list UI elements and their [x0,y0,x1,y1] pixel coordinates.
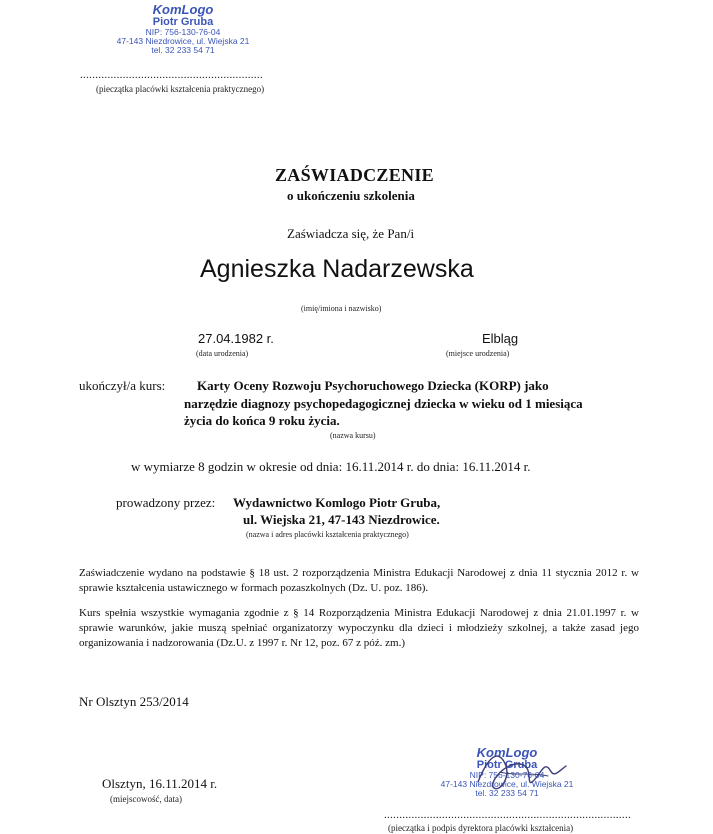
person-name-caption: (imię/imiona i nazwisko) [301,304,382,313]
stamp-nip: NIP: 756-130-76-04 [145,27,221,38]
legal-basis-paragraph: Zaświadczenie wydano na podstawie § 18 ust. 2 rozporządzenia Ministra Edukacji Narodowej z dnia 11 stycznia 2012 r. w sprawie kształcenia ustawicznego w formach pozaszkolnych (Dz. U. poz. 186). [79,567,639,594]
director-signature-icon [470,742,580,808]
provider-line2: ul. Wiejska 21, 47-143 Niezdrowice. [243,512,440,527]
place-date: Olsztyn, 16.11.2014 r. [102,776,218,791]
birth-place: Elbląg [482,331,519,346]
birth-place-caption: (miejsce urodzenia) [446,349,510,358]
document-title: ZAŚWIADCZENIE [275,165,434,185]
provider-line1: Wydawnictwo Komlogo Piotr Gruba, [233,495,441,510]
document-intro: Zaświadcza się, że Pan/i [287,226,415,241]
top-stamp [108,3,258,55]
top-signature-caption: (pieczątka placówki kształcenia praktycznego) [96,84,265,94]
course-prefix: ukończył/a kurs: [79,378,166,393]
stamp-owner: Piotr Gruba [152,15,214,28]
stamp-brand: KomLogo [152,2,214,17]
registry-number: Nr Olsztyn 253/2014 [79,694,189,709]
provider-prefix: prowadzony przez: [116,495,216,510]
bottom-signature-dots: ................................................................................. [384,809,632,821]
document-subtitle: o ukończeniu szkolenia [287,188,415,203]
stamp-address: 47-143 Niezdrowice, ul. Wiejska 21 [440,779,574,790]
course-name-line2: narzędzie diagnozy psychopedagogicznej dziecka w wieku od 1 miesiąca [184,396,583,411]
birth-date-caption: (data urodzenia) [196,349,249,358]
provider-caption: (nazwa i adres placówki kształcenia praktycznego) [246,530,409,539]
place-date-caption: (miejscowość, data) [110,794,182,804]
birth-date: 27.04.1982 r. [198,331,274,346]
stamp-phone: tel. 32 233 54 71 [151,45,215,56]
requirements-paragraph: Kurs spełnia wszystkie wymagania zgodnie z § 14 Rozporządzenia Ministra Edukacji Narodowej z dnia 21.01.1997 r. w sprawie warunków, jakie muszą spełniać organizatorzy wypoczynku dla dzieci i młodzieży szkolnej, a także zasad jego organizowania i nadzorowania (Dz.U. z 1997 r. Nr 12, poz. 67 z póź. zm.) [79,607,639,649]
top-signature-dots: ............................................................ [80,69,263,81]
person-name: Agnieszka Nadarzewska [200,255,474,283]
course-name-line1: Karty Oceny Rozwoju Psychoruchowego Dziecka (KORP) jako [197,378,549,393]
stamp-nip: NIP: 756-130-76-04 [469,770,545,781]
stamp-brand: KomLogo [476,745,538,760]
stamp-address: 47-143 Niezdrowice, ul. Wiejska 21 [116,36,250,47]
stamp-owner: Piotr Gruba [476,758,538,771]
stamp-phone: tel. 32 233 54 71 [475,788,539,799]
course-duration: w wymiarze 8 godzin w okresie od dnia: 16.11.2014 r. do dnia: 16.11.2014 r. [131,459,531,474]
course-caption: (nazwa kursu) [330,431,376,440]
bottom-signature-caption: (pieczątka i podpis dyrektora placówki kształcenia) [388,823,574,833]
course-name-line3: życia do końca 9 roku życia. [184,413,340,428]
